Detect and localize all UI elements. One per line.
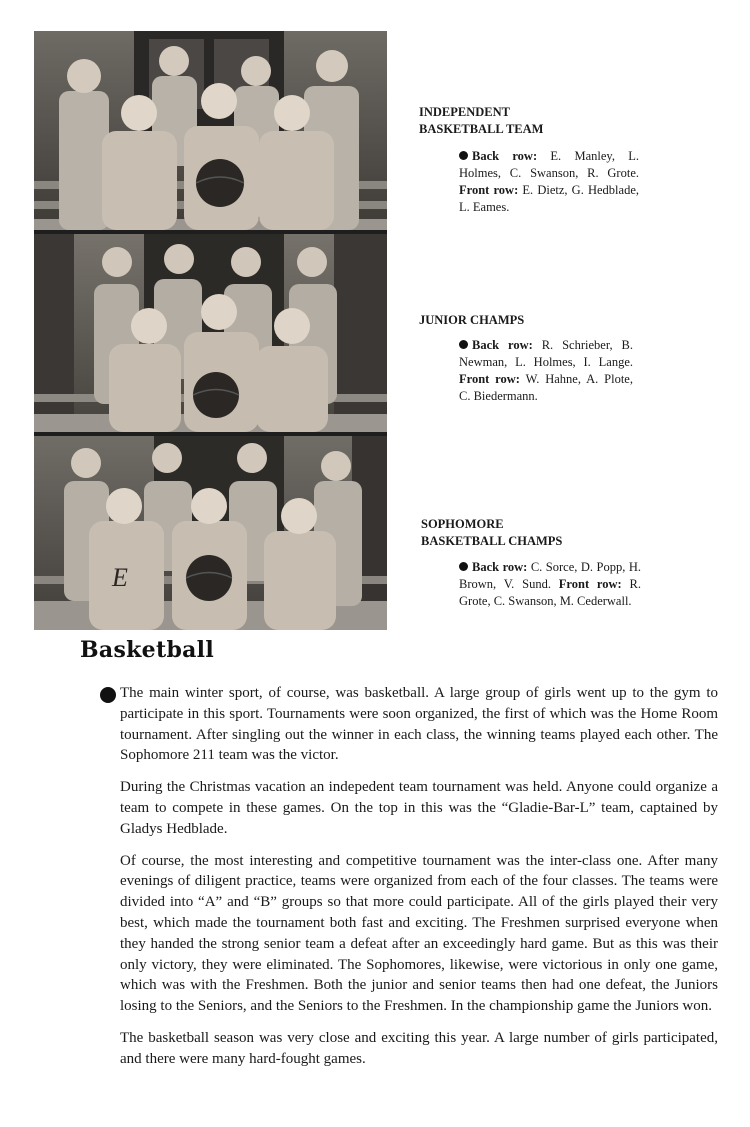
caption-junior-champs bbox=[419, 312, 633, 405]
caption-title-line: JUNIOR CHAMPS bbox=[419, 313, 525, 327]
caption-title bbox=[419, 312, 633, 329]
article-paragraph: The main winter sport, of course, was basketball. A large group of girls went up to the gym to participate in this sport. Tournaments were soon organized, the first of which was the Home Room tournament. After singling out the winner in each class, the winning teams played each other. The Sophomore 211 team was the victor. bbox=[120, 685, 718, 764]
back-row-names: C. Sorce, D. Popp, H. Brown, V. Sund. bbox=[459, 560, 641, 591]
team-photo-junior bbox=[34, 234, 387, 432]
front-row-names: W. Hahne, A. Plote, C. Biedermann. bbox=[459, 372, 633, 403]
svg-text:E: E bbox=[112, 563, 128, 592]
bullet-icon bbox=[459, 562, 468, 571]
caption-title-line: BASKETBALL TEAM bbox=[419, 122, 544, 136]
section-title: Basketball bbox=[80, 637, 214, 663]
caption-names bbox=[459, 148, 639, 216]
back-row-names: E. Manley, L. Holmes, C. Swanson, R. Grote. bbox=[459, 149, 639, 180]
bullet-icon bbox=[100, 687, 116, 703]
front-row-names: R. Grote, C. Swanson, M. Cederwall. bbox=[459, 577, 641, 608]
photo-strip bbox=[34, 31, 387, 630]
article-paragraph: Of course, the most interesting and competitive tournament was the inter-class one. After many evenings of diligent practice, teams were organized from each of the four classes. The teams were divided into “A” and “B” groups so that more could participate. All of the girls played their very best, which made the tournament both fast and exciting. The Freshmen surprised everyone when they handed the strong senior team a defeat after an exceedingly hard game. But as this was their only victory, they were eliminated. The Sophomores, likewise, were victorious in only one game, which was with the Freshmen. Both the junior and senior teams then had one defeat, the Juniors losing to the Seniors, and the Seniors to the Freshmen. In the championship game the Juniors won. bbox=[120, 852, 718, 1015]
front-row-names: E. Dietz, G. Hedblade, L. Eames. bbox=[459, 183, 639, 214]
bullet-icon bbox=[459, 340, 468, 349]
back-row-names: R. Schrieber, B. Newman, L. Holmes, I. Lange. bbox=[459, 338, 633, 369]
back-row-label: Back row: bbox=[472, 560, 528, 574]
front-row-label: Front row: bbox=[558, 577, 622, 591]
back-row-label: Back row: bbox=[472, 149, 538, 163]
front-row-label: Front row: bbox=[459, 372, 520, 386]
caption-independent-team bbox=[419, 104, 639, 216]
caption-title-line: SOPHOMORE bbox=[421, 517, 504, 531]
article-paragraph: During the Christmas vacation an indepedent team tournament was held. Anyone could organize a team to compete in these games. On the top in this was the “Gladie-Bar-L” team, captained by Gladys Hedblade. bbox=[120, 779, 718, 837]
team-photo-sophomore bbox=[34, 436, 387, 630]
bullet-icon bbox=[459, 151, 468, 160]
article-paragraph: The basketball season was very close and exciting this year. A large number of girls participated, and there were many hard-fought games. bbox=[120, 1029, 718, 1067]
article-body bbox=[120, 683, 718, 1081]
front-row-label: Front row: bbox=[459, 183, 519, 197]
caption-title-line: BASKETBALL CHAMPS bbox=[421, 534, 563, 548]
team-photo-independent bbox=[34, 31, 387, 230]
caption-title-line: INDEPENDENT bbox=[419, 105, 510, 119]
back-row-label: Back row: bbox=[472, 338, 533, 352]
caption-sophomore-champs bbox=[421, 516, 641, 610]
caption-names bbox=[459, 559, 641, 610]
caption-title bbox=[419, 104, 639, 138]
caption-names bbox=[459, 337, 633, 405]
caption-title bbox=[421, 516, 641, 550]
